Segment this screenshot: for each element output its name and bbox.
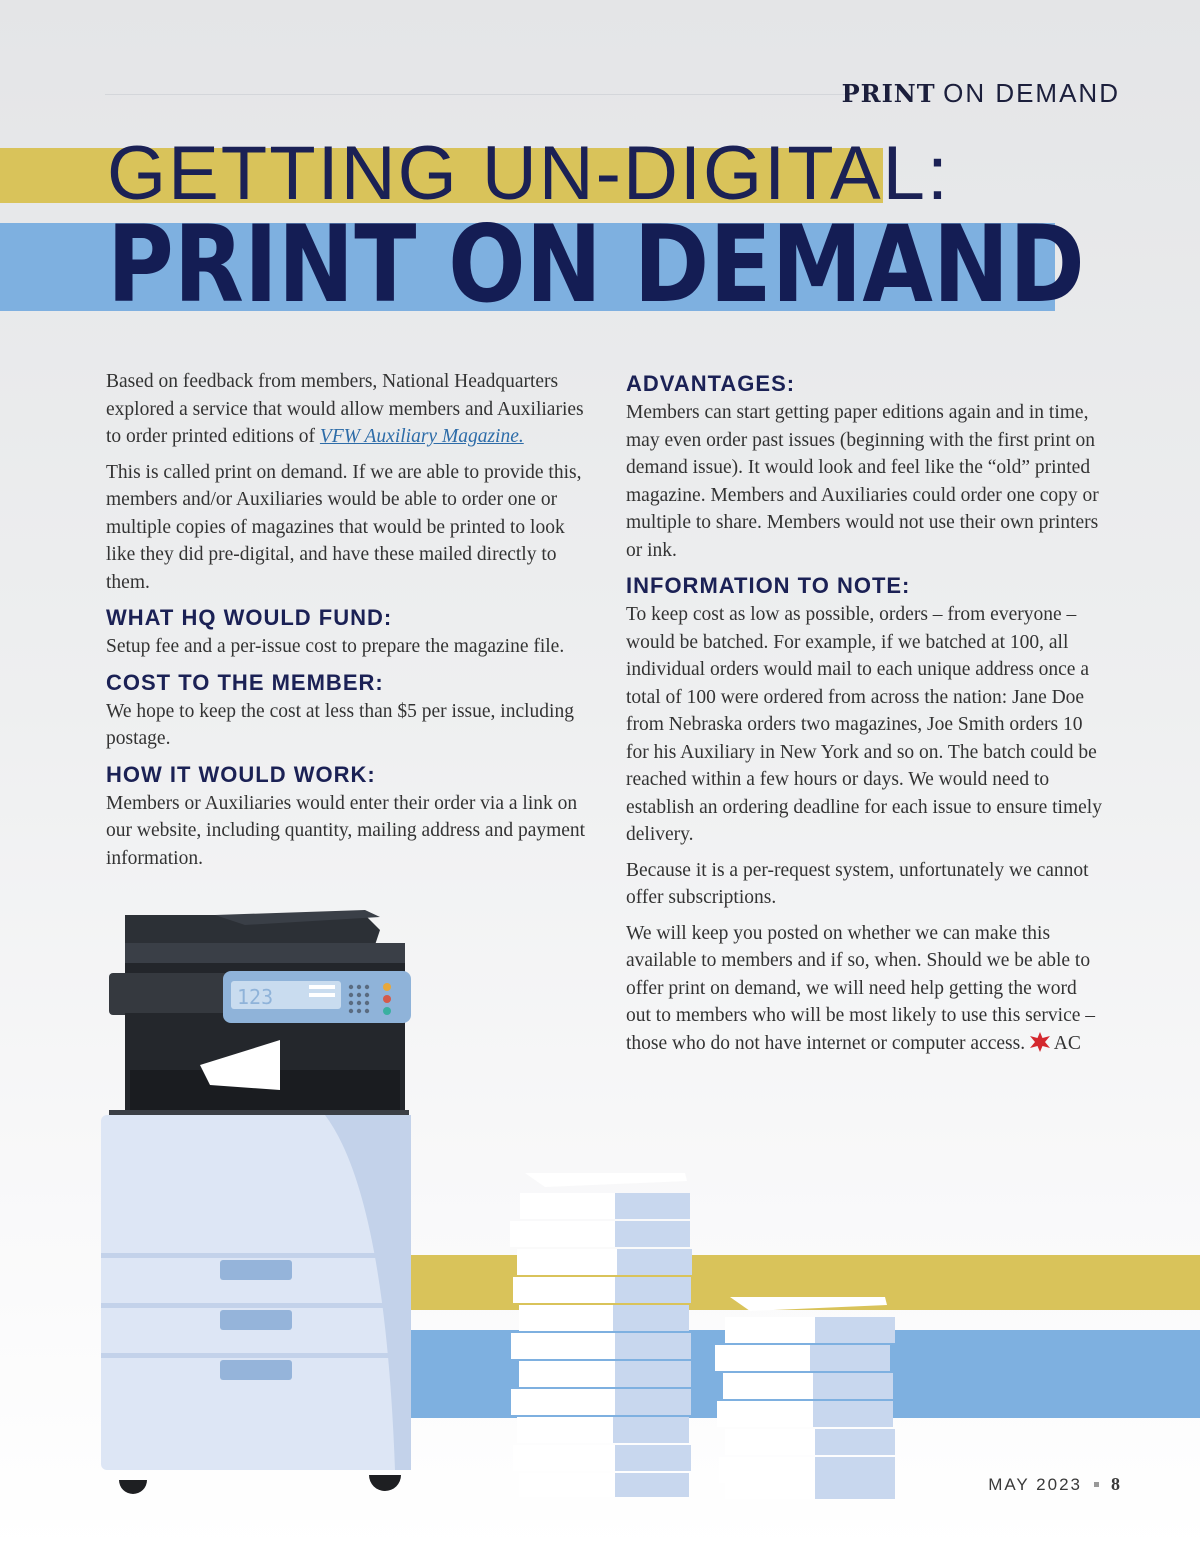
- title-kicker: GETTING UN-DIGITAL:: [107, 131, 951, 216]
- paragraph: Because it is a per-request system, unfortunately we cannot offer subscriptions.: [626, 859, 1089, 908]
- paragraph: To keep cost as low as possible, orders – from everyone – would be batched. For example, if we batched at 100, all individual orders would mail to each unique address once a total of 100 were ordered from across the nation: Jane Doe from Nebraska orders two magazines, Joe Smith orders 10 for his Auxiliary in New York and so on. The batch could be reached within a few hours or days. We would need to establish an ordering deadline for each issue to ensure timely delivery.: [626, 604, 1102, 845]
- copier-illustration: [95, 905, 425, 1505]
- section-header-light: ON DEMAND: [943, 78, 1120, 108]
- heading-cost: COST TO THE MEMBER:: [106, 669, 384, 695]
- section-header: [842, 78, 1120, 109]
- heading-advantages: ADVANTAGES:: [626, 371, 796, 396]
- paragraph: Members can start getting paper editions again and in time, may even order past issues (beginning with the first print on demand issue). It would look and feel like the “old” printed magazine. Members and Auxiliaries could order one copy or multiple to share. Members would not use their own printers or ink.: [626, 402, 1099, 561]
- section-header-strong: PRINT: [841, 79, 936, 108]
- author-initials: AC: [1053, 1032, 1081, 1054]
- heading-info: INFORMATION TO NOTE:: [626, 573, 911, 598]
- intro-text: Based on feedback from members, National Headquarters explored a service that would allow members and Auxiliaries to order printed editions of: [106, 371, 584, 447]
- heading-fund: WHAT HQ WOULD FUND:: [106, 605, 393, 630]
- paragraph: Members or Auxiliaries would enter their order via a link on our website, including quantity, mailing address and payment information.: [106, 792, 586, 869]
- heading-how: HOW IT WOULD WORK:: [106, 761, 376, 787]
- paragraph: We hope to keep the cost at less than $5 per issue, including postage.: [106, 700, 574, 749]
- vfw-cross-endmark-icon: [1030, 1032, 1050, 1052]
- issue-date: MAY 2023: [988, 1475, 1082, 1494]
- header-rule: [105, 94, 850, 95]
- paragraph: Setup fee and a per-issue cost to prepare the magazine file.: [106, 636, 565, 657]
- page-footer: [988, 1474, 1120, 1495]
- closing-text: We will keep you posted on whether we can make this available to members and if so, when. Should we be able to offer print on demand, we will need help getting the word out to members who will be most likely to use this service – those who do not have internet or computer access.: [626, 922, 1096, 1054]
- right-column: [626, 368, 1106, 1065]
- intro-paragraph: [106, 368, 586, 451]
- left-column: [106, 368, 586, 880]
- footer-separator: [1094, 1482, 1099, 1487]
- paragraph: This is called print on demand. If we are able to provide this, members and/or Auxiliaries would be able to order one or multiple copies of magazines that would be printed to look like they did pre-digital, and have these mailed directly to them.: [106, 461, 582, 593]
- closing-paragraph: [626, 920, 1106, 1058]
- magazine-link[interactable]: VFW Auxiliary Magazine.: [319, 426, 524, 447]
- page-title: PRINT ON DEMAND: [107, 203, 1085, 326]
- page-number: 8: [1111, 1474, 1120, 1494]
- panel-display-text: 123: [237, 985, 274, 1009]
- paper-stacks-illustration: [505, 1165, 905, 1500]
